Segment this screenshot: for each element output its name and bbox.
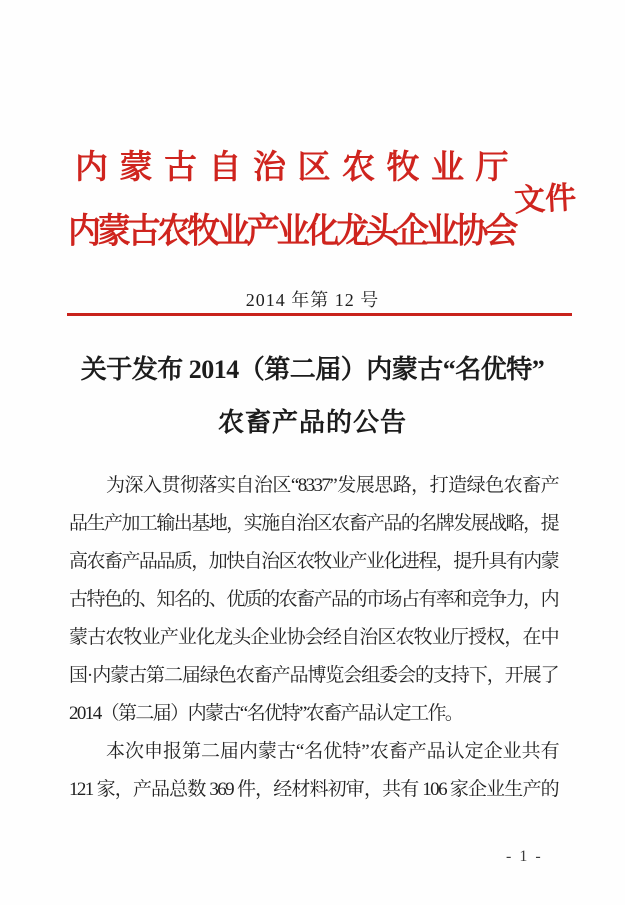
body-line: 2014（第二届）内蒙古“名优特”农畜产品认定工作。	[69, 703, 463, 724]
body-line: 本次申报第二届内蒙古“名优特”农畜产品认定企业共有	[106, 741, 558, 762]
page-number: - 1 -	[506, 848, 543, 865]
body-line: 121 家，产品总数 369 件，经材料初审，共有 106 家企业生产的	[69, 779, 558, 800]
letterhead-doc-type-label: 文件	[513, 179, 578, 218]
document-title-line1: 关于发布 2014（第二届）内蒙古“名优特”	[80, 355, 545, 384]
document-title-line2: 农畜产品的公告	[217, 408, 407, 437]
letterhead-agency-secondary: 内蒙古农牧业产业化龙头企业协会	[68, 212, 516, 251]
body-line: 品生产加工输出基地，实施自治区农畜产品的名牌发展战略，提	[69, 513, 558, 534]
body-line: 高农畜产品品质，加快自治区农牧业产业化进程，提升具有内蒙	[69, 551, 558, 572]
body-line: 古特色的、知名的、优质的农畜产品的市场占有率和竞争力，内	[69, 589, 558, 610]
body-line: 为深入贯彻落实自治区“8337”发展思路，打造绿色农畜产	[106, 475, 558, 496]
red-divider-line	[67, 313, 572, 316]
body-line: 蒙古农牧业产业化龙头企业协会经自治区农牧业厅授权，在中	[69, 627, 558, 648]
letterhead-agency-primary: 内蒙古自治区农牧业厅	[75, 150, 520, 186]
body-text	[69, 467, 558, 809]
issue-number: 2014 年第 12 号	[245, 290, 380, 310]
body-line: 国·内蒙古第二届绿色农畜产品博览会组委会的支持下，开展了	[69, 665, 558, 686]
